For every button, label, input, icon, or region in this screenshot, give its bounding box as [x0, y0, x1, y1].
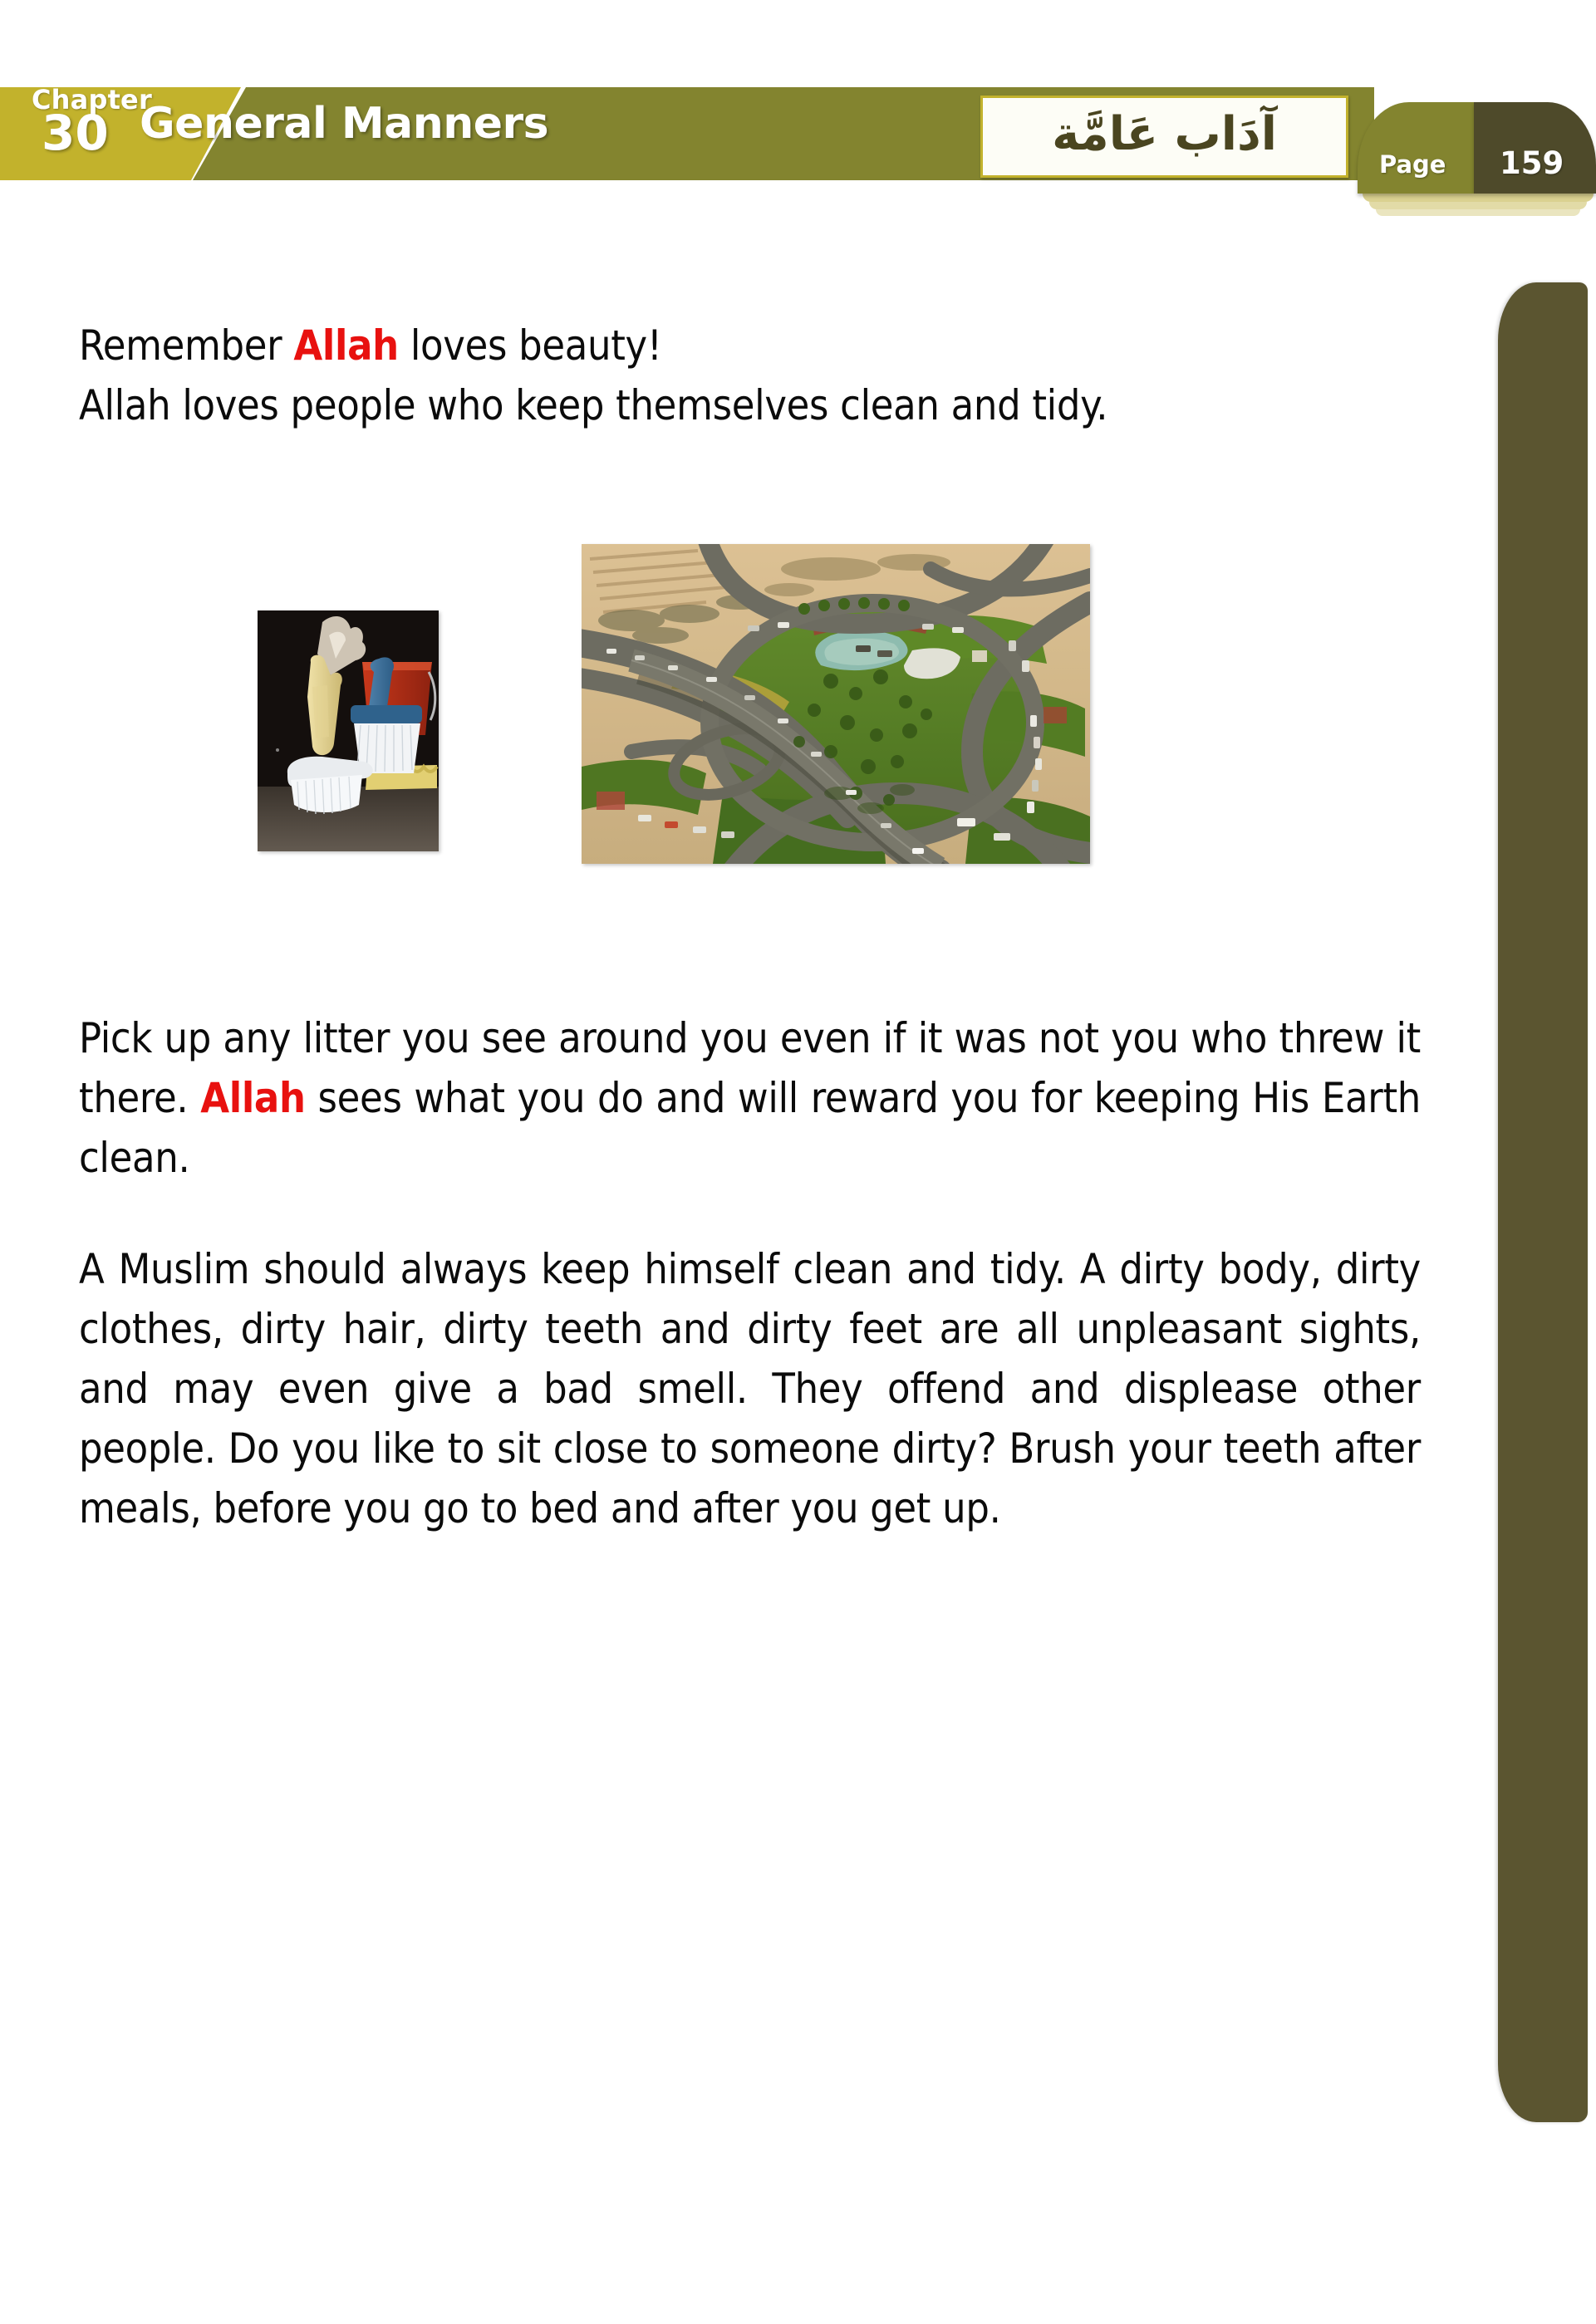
page-number: 159 — [1500, 145, 1564, 181]
allah-highlight: Allah — [293, 321, 399, 370]
aerial-interchange-illustration — [582, 544, 1090, 864]
cleaning-supplies-illustration — [258, 610, 439, 851]
remember-text-after: loves beauty! — [398, 321, 662, 370]
remember-text-before: Remember — [79, 321, 294, 370]
paragraph-remember — [79, 316, 1421, 375]
litter-text-after: sees what you do and will reward you for keeping His Earth clean. — [79, 1074, 1421, 1182]
chapter-word-label: Chapter — [32, 84, 152, 115]
page-title: General Manners — [140, 99, 549, 149]
arabic-title-plate — [980, 96, 1348, 178]
allah-highlight-2: Allah — [200, 1074, 306, 1122]
page-tab-left-leaf — [1358, 102, 1474, 194]
page-label: Page — [1379, 150, 1446, 179]
litter-text-before: Pick up any litter you see around you even if it was not you who threw it there. — [79, 1014, 1421, 1122]
paragraph-gap — [79, 1188, 1421, 1239]
page-curl-sheet-1 — [1363, 194, 1594, 202]
page-curl-sheet-2 — [1369, 202, 1587, 209]
arabic-title: آدَاب عَامَّة — [1052, 106, 1277, 161]
aerial-interchange-photo — [582, 544, 1090, 864]
cleaning-supplies-photo — [258, 610, 439, 851]
page-content — [79, 316, 1421, 1538]
paragraph-muslim-clean: A Muslim should always keep himself clean and tidy. A dirty body, dirty clothes, dirty hair, dirty teeth and dirty feet are all unpleasant sights, and may even give a bad smell. They offend and displease other people. Do you like to sit close to someone dirty? Brush your teeth after meals, before you go to bed and after you get up. — [79, 1245, 1421, 1532]
page-curl-sheet-3 — [1376, 209, 1580, 216]
right-decorative-bar — [1498, 282, 1588, 2122]
page-header — [0, 79, 1596, 187]
paragraph-litter — [79, 1008, 1421, 1188]
paragraph-loves-people: Allah loves people who keep themselves clean and tidy. — [79, 381, 1108, 429]
chapter-number: 30 — [42, 105, 109, 161]
